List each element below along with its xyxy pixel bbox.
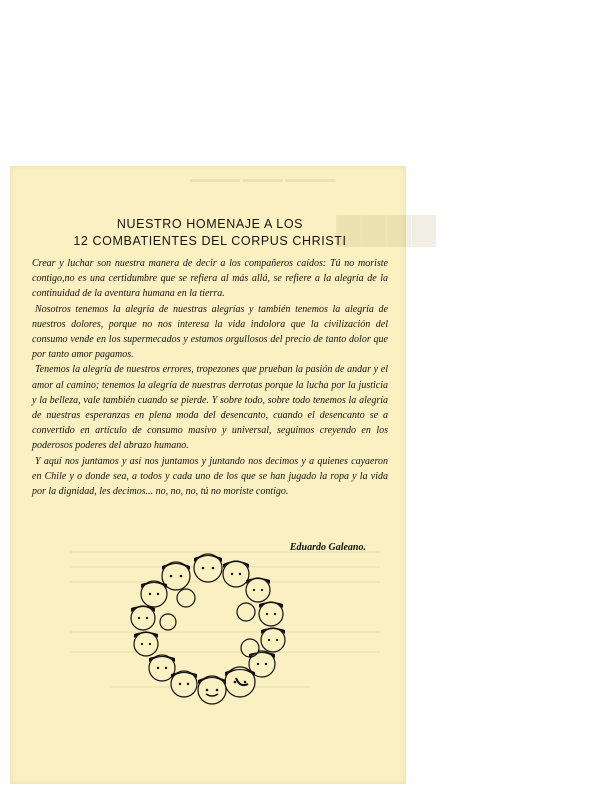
document-body (32, 256, 388, 499)
paragraph: Tenemos la alegría de nuestros errores, tropezones que prueban la pasión de andar y el amor al camino; tenemos la alegría de nuestras derrotas porque la lucha por la justicia y la belleza, vale también cuando se pierde. Y sobre todo, sobre todo tenemos la alegría de nuestras esperanzas en plena moda del desencanto, cuando el desencanto se a convertido en artículo de consumo masivo y universal, seguimos creyendo en los poderosos poderes del abrazo humano. (32, 364, 388, 452)
document-page (10, 166, 438, 784)
title-line-2: 12 COMBATIENTES DEL CORPUS CHRISTI (73, 234, 347, 248)
title-line-1: NUESTRO HOMENAJE A LOS (116, 217, 304, 231)
portrait-ring-illustration (128, 552, 288, 702)
document-title (30, 216, 390, 250)
bleed-through-heading: ▇▇▇▇ (337, 213, 438, 246)
bleed-through-header: ▬▬▬▬▬ ▬▬▬▬ ▬▬▬▬▬ (190, 174, 336, 185)
paragraph: Y aquí nos juntamos y así nos juntamos y juntando nos decimos y a quienes cayaeron en Chile y o donde sea, a todos y cada uno de los que se han jugado la ropa y la vida por la dignidad, les decimos... no, no, no, tú no moriste contigo. (32, 455, 388, 498)
paragraph: Nosotros tenemos la alegría de nuestras alegrías y también tenemos la alegría de nuestros dolores, porque no nos interesa la vida indolora que la civilización del consumo vende en los supermecados y estamos orgullosos del precio de tanto dolor que por tanto amor pagamos. (32, 303, 388, 361)
paragraph: Crear y luchar son nuestra manera de decir a los compañeros caídos: Tú no moriste contigo,no es una certidumbre que se refiera al más allá, se refiere a la alegría de la continuidad de la aventura humana en la tierra. (32, 258, 388, 300)
signature: Eduardo Galeano. (289, 542, 366, 553)
